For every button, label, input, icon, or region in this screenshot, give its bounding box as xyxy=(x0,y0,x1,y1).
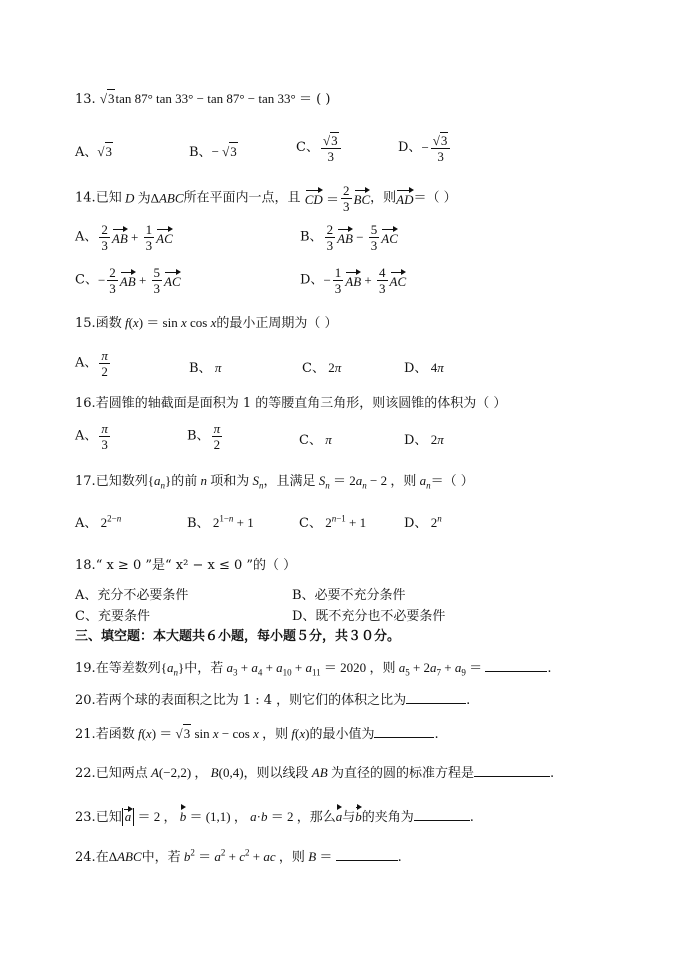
question-24: 24.在ΔABC中，若 $b^2 = a^2 + c^2$ + ac ，则 B ＝ . xyxy=(75,847,402,865)
question-17: 17.已知数列$\{a_n\}$的前 n 项和为 $S_n$，且满足 $S_n = 2a_n - 2$ ，则 $a_n=$（ ） xyxy=(75,473,474,491)
q17-option-a: A、 $2^{2-n}$ xyxy=(75,513,122,531)
q16-option-c: C、 π xyxy=(299,432,332,448)
q13-option-d: D、− $\frac{√3}{3}$ xyxy=(398,132,452,164)
q16-option-d: D、 2π xyxy=(404,432,444,448)
q14-option-c: C、− $\frac{2}{3}$ AB + $\frac{5}{3}$ AC xyxy=(75,265,181,296)
q13-option-c: C、 $\frac{√3}{3}$ xyxy=(296,132,343,164)
q18-option-d: D、既不充分也不必要条件 xyxy=(292,609,446,624)
question-18: 18.“ x ≥ 0 ”是“ x² − x ≤ 0 ”的（ ） xyxy=(75,558,297,573)
q15-option-d: D、 4π xyxy=(404,360,444,376)
q13-option-b: B、− √3 xyxy=(189,144,237,160)
q13-expression: √3tan 87° tan 33° − tan 87° − tan 33° ＝ xyxy=(99,91,312,106)
q16-option-b: B、 $\frac{\pi}{2}$ xyxy=(187,421,221,452)
q15-option-b: B、 π xyxy=(189,360,222,376)
question-21: 21.若函数 f(x) ＝ √3 sin x − cos x ，则 f(x)的最小值为 . xyxy=(75,726,439,742)
q14-option-d: D、− $\frac{1}{3}$ AB + $\frac{4}{3}$ AC xyxy=(300,265,407,296)
question-22: 22.已知两点 A(−2,2) ， B(0,4)，则以线段 AB 为直径的圆的标准方程是 . xyxy=(75,765,555,781)
q18-option-b: B、必要不充分条件 xyxy=(292,588,406,603)
question-14: 14.已知 D 为ΔABC所在平面内一点，且 CD ＝ $\frac{2}{3}$ BC，则AD＝（ ） xyxy=(75,183,457,214)
question-23: 23.已知 a ＝ 2 ， b ＝ (1,1) ， a·b ＝ 2 ，那么a与b的夹角为 . xyxy=(75,806,474,827)
q17-option-c: C、 $2^{n-1} + 1$ xyxy=(299,513,367,531)
question-15: 15.函数 f(x) ＝ sin x cos x的最小正周期为（ ） xyxy=(75,315,338,331)
q17-option-b: B、 $2^{1-n} + 1$ xyxy=(187,513,254,531)
question-20: 20.若两个球的表面积之比为 1 : 4 ，则它们的体积之比为 . xyxy=(75,693,471,708)
q15-option-c: C、 2π xyxy=(302,360,342,376)
q14-option-a: A、 $\frac{2}{3}$ AB + $\frac{1}{3}$ AC xyxy=(75,222,173,253)
section-title: 三、填空题：本大题共６小题，每小题５分，共３０分。 xyxy=(75,629,401,644)
q14-option-b: B、 $\frac{2}{3}$ AB − $\frac{5}{3}$ AC xyxy=(300,222,398,253)
question-16: 16.若圆锥的轴截面是面积为 1 的等腰直角三角形，则该圆锥的体积为（ ） xyxy=(75,396,507,411)
question-19: 19.在等差数列$\{a_n\}$中，若 $a_3 + a_4 + a_{10} + a_{11} = 2020$ ，则 $a_5 + 2a_7 + a_9$ ＝ . xyxy=(75,660,552,678)
q18-option-a: A、充分不必要条件 xyxy=(75,588,189,603)
q13-number: 13. xyxy=(75,92,96,107)
q17-option-d: D、 2$^n$ xyxy=(404,513,442,531)
q13-option-a: A、√3 xyxy=(75,144,113,160)
q15-option-a: A、 $\frac{\pi}{2}$ xyxy=(75,348,108,379)
q13-answer-paren: ( ) xyxy=(316,92,331,107)
question-13 xyxy=(75,89,330,109)
q16-option-a: A、 $\frac{\pi}{3}$ xyxy=(75,421,108,452)
q18-option-c: C、充要条件 xyxy=(75,609,150,624)
